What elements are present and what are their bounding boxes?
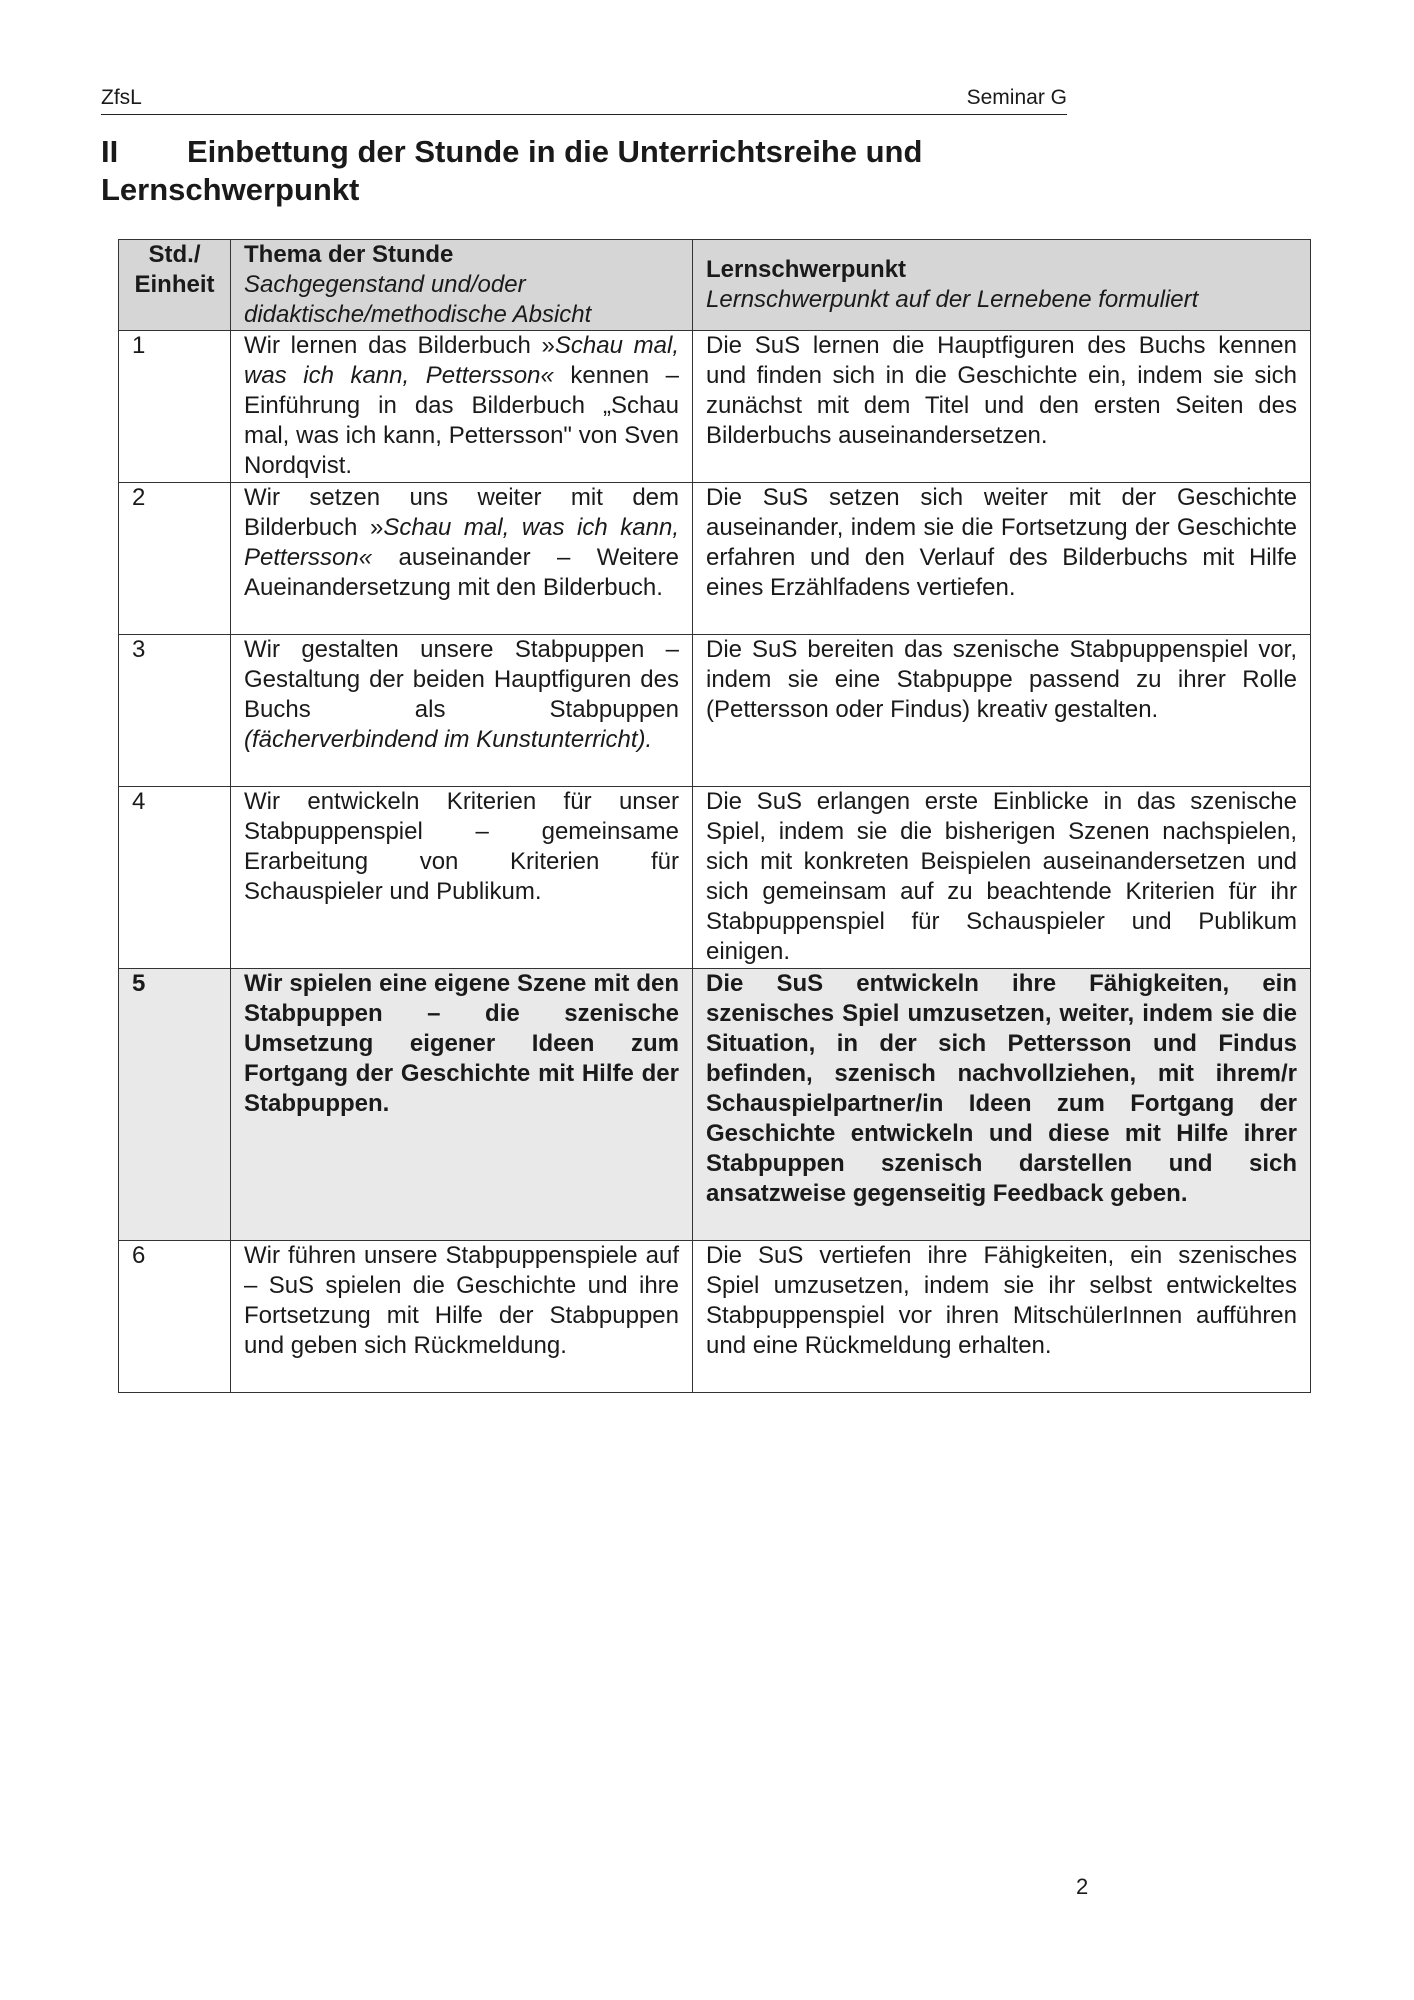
thema-italic: Schau mal, was ich kann, Pettersson« bbox=[244, 332, 680, 389]
row-number: 5 bbox=[119, 969, 231, 1241]
section-title-line2: Lernschwerpunkt bbox=[101, 172, 360, 207]
header-ls-title: Lernschwerpunkt bbox=[706, 256, 907, 283]
row-thema bbox=[231, 1241, 693, 1393]
section-title-line1: Einbettung der Stunde in die Unterrichtsreihe und bbox=[187, 134, 923, 169]
row-lernschwerpunkt: Die SuS bereiten das szenische Stabpuppenspiel vor, indem sie eine Stabpuppe passend zu ihrer Rolle (Pettersson oder Findus) kreativ gestalten. bbox=[693, 635, 1311, 787]
thema-text: Wir gestalten unsere Stabpuppen – Gestaltung der beiden Hauptfiguren des Buchs als Stabpuppen bbox=[244, 636, 679, 723]
row-number: 4 bbox=[119, 787, 231, 969]
row-number: 1 bbox=[119, 331, 231, 483]
section-title bbox=[101, 133, 1061, 209]
table-row bbox=[119, 331, 1311, 483]
table-row bbox=[119, 1241, 1311, 1393]
lesson-plan-table bbox=[118, 239, 1311, 1393]
thema-text: Wir lernen das Bilderbuch » bbox=[244, 332, 555, 359]
table-header-row bbox=[119, 240, 1311, 331]
header-ls bbox=[693, 240, 1311, 331]
header-thema bbox=[231, 240, 693, 331]
thema-text: Wir entwickeln Kriterien für unser Stabpuppenspiel – gemeinsame Erarbeitung von Kriterien für Schauspieler und Publikum. bbox=[244, 788, 679, 905]
row-lernschwerpunkt: Die SuS lernen die Hauptfiguren des Buchs kennen und finden sich in die Geschichte ein, indem sie sich zunächst mit dem Titel und den ersten Seiten des Bilderbuchs auseinandersetzen. bbox=[693, 331, 1311, 483]
header-ls-sub: Lernschwerpunkt auf der Lernebene formuliert bbox=[706, 286, 1199, 313]
table-row bbox=[119, 483, 1311, 635]
row-lernschwerpunkt: Die SuS vertiefen ihre Fähigkeiten, ein szenisches Spiel umzusetzen, indem sie ihr selbst entwickeltes Stabpuppenspiel vor ihren MitschülerInnen aufführen und eine Rückmeldung erhalten. bbox=[693, 1241, 1311, 1393]
page-number: 2 bbox=[1076, 1874, 1089, 1899]
header-right: Seminar G bbox=[966, 86, 1067, 109]
header-thema-sub: Sachgegenstand und/oder didaktische/methodische Absicht bbox=[244, 271, 592, 328]
table-row bbox=[119, 787, 1311, 969]
thema-text: Wir setzen uns weiter mit dem Bilderbuch » bbox=[244, 484, 679, 541]
header-left: ZfsL bbox=[101, 86, 142, 109]
thema-text: kennen – Einführung in das Bilderbuch „Schau mal, was ich kann, Pettersson" von Sven Nordqvist. bbox=[244, 362, 680, 479]
row-lernschwerpunkt: Die SuS entwickeln ihre Fähigkeiten, ein szenisches Spiel umzusetzen, weiter, indem sie die Situation, in der sich Pettersson und Findus befinden, szenisch nachvollziehen, mit ihrem/r Schauspielpartner/in Ideen zum Fortgang der Geschichte entwickeln und diese mit Hilfe ihrer Stabpuppen szenisch darstellen und sich ansatzweise gegenseitig Feedback geben. bbox=[693, 969, 1311, 1241]
row-thema bbox=[231, 969, 693, 1241]
row-thema bbox=[231, 331, 693, 483]
thema-italic: Schau mal, was ich kann, Pettersson« bbox=[244, 514, 679, 571]
thema-text: Wir führen unsere Stabpuppenspiele auf – SuS spielen die Geschichte und ihre Fortsetzung mit Hilfe der Stabpuppen und geben sich Rückmeldung. bbox=[244, 1242, 679, 1359]
thema-italic: (fächerverbindend im Kunstunterricht). bbox=[244, 726, 653, 753]
row-number: 2 bbox=[119, 483, 231, 635]
header-std: Std./ Einheit bbox=[119, 240, 231, 331]
header-thema-title: Thema der Stunde bbox=[244, 241, 454, 268]
table-row-highlighted bbox=[119, 969, 1311, 1241]
table-row bbox=[119, 635, 1311, 787]
thema-text: auseinander – Weitere Aueinandersetzung mit den Bilderbuch. bbox=[244, 544, 679, 601]
thema-text: Wir spielen eine eigene Szene mit den Stabpuppen – die szenische Umsetzung eigener Ideen zum Fortgang der Geschichte mit Hilfe der Stabpuppen. bbox=[244, 970, 679, 1117]
row-thema bbox=[231, 635, 693, 787]
section-number: II bbox=[101, 134, 119, 169]
row-number: 6 bbox=[119, 1241, 231, 1393]
row-lernschwerpunkt: Die SuS setzen sich weiter mit der Geschichte auseinander, indem sie die Fortsetzung der Geschichte erfahren und den Verlauf des Bilderbuchs mit Hilfe eines Erzählfadens vertiefen. bbox=[693, 483, 1311, 635]
row-lernschwerpunkt: Die SuS erlangen erste Einblicke in das szenische Spiel, indem sie die bisherigen Szenen nachspielen, sich mit konkreten Beispielen auseinandersetzen und sich gemeinsam auf zu beachtende Kriterien für ihr Stabpuppenspiel für Schauspieler und Publikum einigen. bbox=[693, 787, 1311, 969]
row-number: 3 bbox=[119, 635, 231, 787]
row-thema bbox=[231, 787, 693, 969]
row-thema bbox=[231, 483, 693, 635]
page-header bbox=[101, 84, 1067, 115]
